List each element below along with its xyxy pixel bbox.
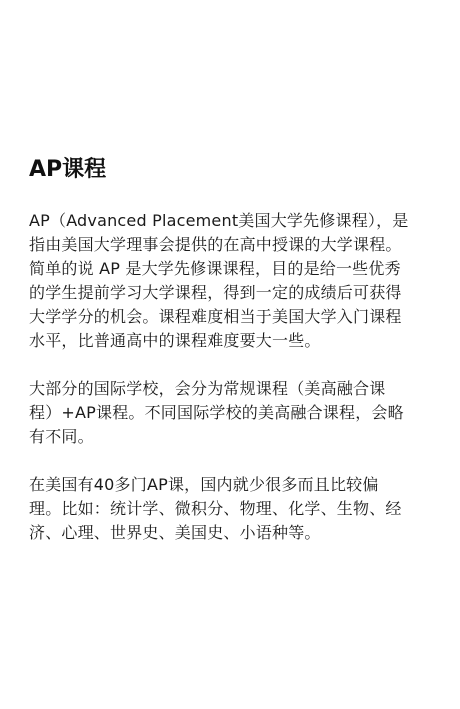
- paragraph-line: 大部分的国际学校，会分为常规课程（美高融合课: [29, 379, 386, 398]
- paragraph-line: 济、心理、世界史、美国史、小语种等。: [29, 523, 321, 542]
- paragraph-line: 指由美国大学理事会提供的在高中授课的大学课程。: [29, 235, 402, 254]
- paragraph-line: AP（Advanced Placement美国大学先修课程），是: [29, 211, 409, 230]
- paragraph-line: 大学学分的机会。课程难度相当于美国大学入门课程: [29, 307, 402, 326]
- paragraph-line: 程）+AP课程。不同国际学校的美高融合课程，会略: [29, 403, 404, 422]
- paragraph-course-list: [29, 473, 439, 545]
- paragraph-line: 理。比如：统计学、微积分、物理、化学、生物、经: [29, 499, 402, 518]
- paragraph-line: 在美国有40多门AP课，国内就少很多而且比较偏: [29, 475, 379, 494]
- paragraph-international-schools: [29, 377, 439, 449]
- paragraph-line: 有不同。: [29, 427, 94, 446]
- page-title: AP课程: [29, 157, 107, 182]
- paragraph-line: 的学生提前学习大学课程，得到一定的成绩后可获得: [29, 283, 402, 302]
- paragraph-line: 简单的说 AP 是大学先修课课程，目的是给一些优秀: [29, 259, 401, 278]
- paragraph-ap-definition: [29, 209, 439, 353]
- paragraph-line: 水平，比普通高中的课程难度要大一些。: [29, 331, 321, 350]
